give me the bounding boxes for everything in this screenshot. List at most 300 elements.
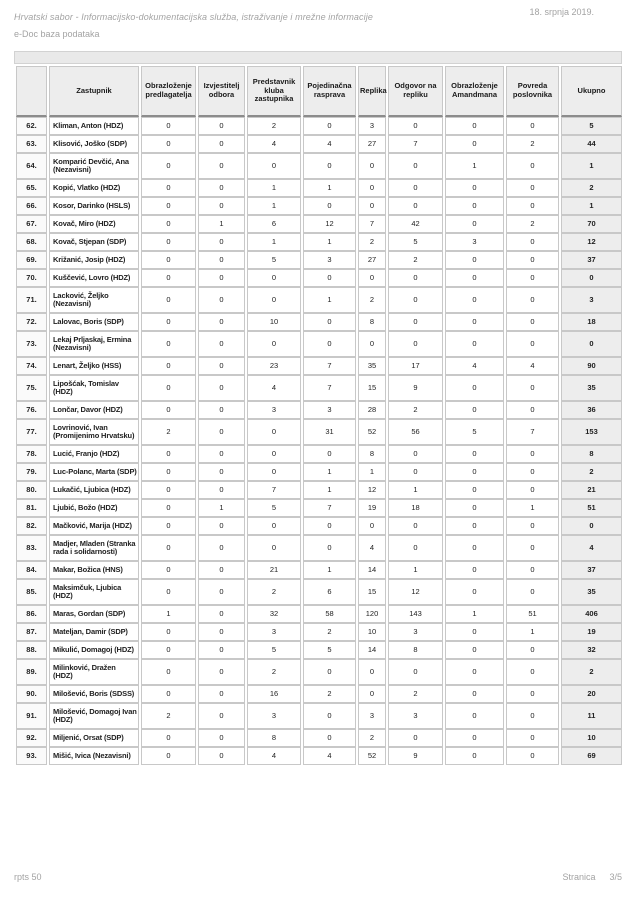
cell-value: 0 bbox=[506, 685, 559, 703]
cell-value: 0 bbox=[445, 313, 504, 331]
document-date: 18. srpnja 2019. bbox=[529, 7, 594, 17]
cell-zastupnik: Lončar, Davor (HDZ) bbox=[49, 401, 139, 419]
document-header bbox=[14, 7, 622, 21]
cell-value: 0 bbox=[141, 153, 196, 179]
cell-value: 0 bbox=[141, 117, 196, 135]
cell-value: 0 bbox=[358, 685, 386, 703]
cell-value: 0 bbox=[388, 463, 443, 481]
cell-value: 0 bbox=[506, 233, 559, 251]
cell-value: 0 bbox=[198, 685, 245, 703]
cell-value: 1 bbox=[141, 605, 196, 623]
cell-zastupnik: Lukačić, Ljubica (HDZ) bbox=[49, 481, 139, 499]
cell-value: 0 bbox=[506, 251, 559, 269]
cell-ukupno: 70 bbox=[561, 215, 622, 233]
cell-value: 0 bbox=[445, 561, 504, 579]
column-header-predstavnik-kluba: Predstavnik kluba zastupnika bbox=[247, 66, 301, 117]
cell-value: 143 bbox=[388, 605, 443, 623]
cell-value: 0 bbox=[198, 659, 245, 685]
cell-value: 1 bbox=[445, 605, 504, 623]
cell-zastupnik: Milošević, Domagoj Ivan (HDZ) bbox=[49, 703, 139, 729]
cell-value: 0 bbox=[445, 535, 504, 561]
cell-value: 0 bbox=[141, 463, 196, 481]
cell-zastupnik: Milinković, Dražen (HDZ) bbox=[49, 659, 139, 685]
cell-value: 17 bbox=[388, 357, 443, 375]
cell-zastupnik: Makar, Božica (HNS) bbox=[49, 561, 139, 579]
cell-value: 6 bbox=[303, 579, 356, 605]
cell-row-number: 91. bbox=[16, 703, 47, 729]
cell-value: 0 bbox=[303, 445, 356, 463]
cell-value: 0 bbox=[141, 313, 196, 331]
cell-value: 4 bbox=[303, 135, 356, 153]
cell-value: 1 bbox=[358, 463, 386, 481]
cell-zastupnik: Kovač, Stjepan (SDP) bbox=[49, 233, 139, 251]
cell-value: 1 bbox=[198, 499, 245, 517]
cell-value: 7 bbox=[303, 499, 356, 517]
cell-value: 0 bbox=[141, 747, 196, 765]
cell-row-number: 69. bbox=[16, 251, 47, 269]
table-row bbox=[16, 215, 622, 233]
cell-value: 7 bbox=[247, 481, 301, 499]
cell-value: 4 bbox=[247, 135, 301, 153]
cell-value: 42 bbox=[388, 215, 443, 233]
cell-value: 0 bbox=[247, 445, 301, 463]
cell-row-number: 87. bbox=[16, 623, 47, 641]
cell-value: 0 bbox=[198, 747, 245, 765]
cell-value: 2 bbox=[141, 703, 196, 729]
cell-value: 0 bbox=[198, 419, 245, 445]
cell-value: 0 bbox=[445, 481, 504, 499]
cell-value: 1 bbox=[303, 287, 356, 313]
column-header-obrazlozenje-amandmana: Obrazloženje Amandmana bbox=[445, 66, 504, 117]
cell-value: 12 bbox=[388, 579, 443, 605]
cell-zastupnik: Lacković, Željko (Nezavisni) bbox=[49, 287, 139, 313]
cell-value: 0 bbox=[198, 375, 245, 401]
cell-value: 0 bbox=[198, 179, 245, 197]
cell-row-number: 74. bbox=[16, 357, 47, 375]
cell-value: 0 bbox=[198, 401, 245, 419]
cell-value: 0 bbox=[506, 287, 559, 313]
cell-value: 5 bbox=[388, 233, 443, 251]
table-row bbox=[16, 729, 622, 747]
cell-row-number: 84. bbox=[16, 561, 47, 579]
cell-value: 2 bbox=[247, 579, 301, 605]
cell-zastupnik: Kopić, Vlatko (HDZ) bbox=[49, 179, 139, 197]
cell-value: 0 bbox=[141, 233, 196, 251]
cell-ukupno: 20 bbox=[561, 685, 622, 703]
cell-value: 0 bbox=[247, 535, 301, 561]
cell-value: 0 bbox=[247, 463, 301, 481]
cell-value: 0 bbox=[388, 153, 443, 179]
cell-value: 0 bbox=[141, 579, 196, 605]
cell-value: 1 bbox=[445, 153, 504, 179]
cell-value: 0 bbox=[247, 269, 301, 287]
table-row bbox=[16, 251, 622, 269]
cell-value: 0 bbox=[247, 153, 301, 179]
cell-value: 0 bbox=[388, 313, 443, 331]
cell-value: 0 bbox=[445, 463, 504, 481]
cell-value: 0 bbox=[506, 153, 559, 179]
cell-value: 2 bbox=[247, 659, 301, 685]
cell-value: 32 bbox=[247, 605, 301, 623]
cell-zastupnik: Mačković, Marija (HDZ) bbox=[49, 517, 139, 535]
cell-value: 12 bbox=[303, 215, 356, 233]
cell-value: 0 bbox=[445, 197, 504, 215]
cell-value: 0 bbox=[141, 251, 196, 269]
cell-value: 7 bbox=[358, 215, 386, 233]
column-header-zastupnik: Zastupnik bbox=[49, 66, 139, 117]
cell-value: 0 bbox=[358, 659, 386, 685]
cell-value: 0 bbox=[445, 331, 504, 357]
cell-value: 0 bbox=[198, 605, 245, 623]
cell-row-number: 88. bbox=[16, 641, 47, 659]
cell-value: 2 bbox=[506, 215, 559, 233]
cell-zastupnik: Klisović, Joško (SDP) bbox=[49, 135, 139, 153]
cell-value: 0 bbox=[198, 251, 245, 269]
cell-value: 3 bbox=[388, 623, 443, 641]
table-row bbox=[16, 401, 622, 419]
cell-value: 4 bbox=[445, 357, 504, 375]
cell-ukupno: 35 bbox=[561, 579, 622, 605]
cell-ukupno: 406 bbox=[561, 605, 622, 623]
table-row bbox=[16, 179, 622, 197]
cell-row-number: 83. bbox=[16, 535, 47, 561]
table-row bbox=[16, 331, 622, 357]
cell-value: 0 bbox=[388, 729, 443, 747]
cell-value: 0 bbox=[141, 357, 196, 375]
cell-row-number: 90. bbox=[16, 685, 47, 703]
cell-row-number: 75. bbox=[16, 375, 47, 401]
cell-ukupno: 32 bbox=[561, 641, 622, 659]
cell-value: 1 bbox=[247, 233, 301, 251]
cell-value: 0 bbox=[388, 287, 443, 313]
cell-value: 0 bbox=[445, 401, 504, 419]
table-body bbox=[16, 117, 622, 765]
table-row bbox=[16, 685, 622, 703]
cell-ukupno: 5 bbox=[561, 117, 622, 135]
cell-value: 1 bbox=[303, 233, 356, 251]
cell-value: 5 bbox=[303, 641, 356, 659]
cell-value: 0 bbox=[141, 269, 196, 287]
cell-value: 1 bbox=[303, 463, 356, 481]
cell-value: 3 bbox=[247, 623, 301, 641]
cell-value: 0 bbox=[141, 517, 196, 535]
cell-ukupno: 0 bbox=[561, 269, 622, 287]
table-row bbox=[16, 517, 622, 535]
document-title: Hrvatski sabor - Informacijsko-dokumentacijska služba, istraživanje i mrežne informacije bbox=[14, 12, 373, 22]
cell-row-number: 78. bbox=[16, 445, 47, 463]
cell-value: 8 bbox=[388, 641, 443, 659]
cell-value: 0 bbox=[445, 685, 504, 703]
cell-zastupnik: Križanić, Josip (HDZ) bbox=[49, 251, 139, 269]
table-row bbox=[16, 153, 622, 179]
cell-value: 0 bbox=[358, 331, 386, 357]
cell-value: 0 bbox=[506, 535, 559, 561]
table-top-bar bbox=[14, 51, 622, 64]
cell-value: 0 bbox=[303, 729, 356, 747]
cell-value: 0 bbox=[198, 357, 245, 375]
cell-value: 0 bbox=[506, 269, 559, 287]
table-row bbox=[16, 445, 622, 463]
cell-value: 2 bbox=[247, 117, 301, 135]
cell-value: 2 bbox=[358, 233, 386, 251]
table-row bbox=[16, 561, 622, 579]
cell-ukupno: 19 bbox=[561, 623, 622, 641]
cell-value: 18 bbox=[388, 499, 443, 517]
cell-value: 52 bbox=[358, 419, 386, 445]
cell-value: 8 bbox=[247, 729, 301, 747]
table-row bbox=[16, 703, 622, 729]
cell-value: 2 bbox=[388, 401, 443, 419]
cell-value: 0 bbox=[506, 445, 559, 463]
cell-value: 27 bbox=[358, 251, 386, 269]
cell-value: 2 bbox=[358, 287, 386, 313]
cell-value: 0 bbox=[141, 729, 196, 747]
cell-value: 2 bbox=[358, 729, 386, 747]
cell-value: 0 bbox=[141, 375, 196, 401]
cell-value: 0 bbox=[247, 419, 301, 445]
cell-value: 120 bbox=[358, 605, 386, 623]
cell-zastupnik: Ljubić, Božo (HDZ) bbox=[49, 499, 139, 517]
column-header-ukupno: Ukupno bbox=[561, 66, 622, 117]
cell-value: 1 bbox=[303, 561, 356, 579]
cell-zastupnik: Komparić Devčić, Ana (Nezavisni) bbox=[49, 153, 139, 179]
column-header-povreda-poslovnika: Povreda poslovnika bbox=[506, 66, 559, 117]
cell-value: 0 bbox=[198, 313, 245, 331]
cell-value: 3 bbox=[247, 401, 301, 419]
cell-value: 8 bbox=[358, 445, 386, 463]
cell-value: 8 bbox=[358, 313, 386, 331]
cell-zastupnik: Lipošćak, Tomislav (HDZ) bbox=[49, 375, 139, 401]
cell-value: 0 bbox=[358, 269, 386, 287]
cell-value: 0 bbox=[303, 197, 356, 215]
cell-value: 0 bbox=[141, 641, 196, 659]
cell-value: 0 bbox=[445, 517, 504, 535]
database-name: e-Doc baza podataka bbox=[14, 29, 100, 39]
cell-ukupno: 1 bbox=[561, 197, 622, 215]
cell-row-number: 82. bbox=[16, 517, 47, 535]
cell-value: 0 bbox=[445, 703, 504, 729]
cell-value: 0 bbox=[506, 481, 559, 499]
cell-value: 0 bbox=[388, 535, 443, 561]
cell-row-number: 80. bbox=[16, 481, 47, 499]
cell-value: 0 bbox=[388, 331, 443, 357]
cell-zastupnik: Mikulić, Domagoj (HDZ) bbox=[49, 641, 139, 659]
cell-value: 0 bbox=[445, 179, 504, 197]
cell-value: 31 bbox=[303, 419, 356, 445]
cell-value: 0 bbox=[388, 197, 443, 215]
cell-value: 2 bbox=[388, 251, 443, 269]
cell-zastupnik: Kovač, Miro (HDZ) bbox=[49, 215, 139, 233]
cell-value: 0 bbox=[506, 463, 559, 481]
cell-value: 0 bbox=[506, 579, 559, 605]
cell-value: 3 bbox=[388, 703, 443, 729]
cell-value: 9 bbox=[388, 747, 443, 765]
cell-value: 0 bbox=[506, 179, 559, 197]
cell-zastupnik: Lenart, Željko (HSS) bbox=[49, 357, 139, 375]
cell-value: 0 bbox=[303, 117, 356, 135]
cell-row-number: 70. bbox=[16, 269, 47, 287]
cell-ukupno: 1 bbox=[561, 153, 622, 179]
cell-value: 4 bbox=[358, 535, 386, 561]
cell-value: 0 bbox=[506, 729, 559, 747]
column-header-odgovor-na-repliku: Odgovor na repliku bbox=[388, 66, 443, 117]
cell-ukupno: 44 bbox=[561, 135, 622, 153]
table-row bbox=[16, 135, 622, 153]
cell-value: 27 bbox=[358, 135, 386, 153]
cell-value: 1 bbox=[303, 179, 356, 197]
cell-value: 0 bbox=[198, 197, 245, 215]
table-row bbox=[16, 269, 622, 287]
cell-value: 0 bbox=[303, 517, 356, 535]
cell-ukupno: 35 bbox=[561, 375, 622, 401]
table-row bbox=[16, 579, 622, 605]
page-number: 3/5 bbox=[609, 872, 622, 882]
cell-value: 7 bbox=[506, 419, 559, 445]
cell-row-number: 77. bbox=[16, 419, 47, 445]
cell-value: 2 bbox=[303, 685, 356, 703]
table-row bbox=[16, 287, 622, 313]
cell-value: 0 bbox=[445, 641, 504, 659]
cell-row-number: 72. bbox=[16, 313, 47, 331]
cell-value: 23 bbox=[247, 357, 301, 375]
cell-value: 2 bbox=[388, 685, 443, 703]
cell-value: 1 bbox=[247, 179, 301, 197]
cell-value: 1 bbox=[303, 481, 356, 499]
table-row bbox=[16, 463, 622, 481]
cell-value: 0 bbox=[445, 251, 504, 269]
cell-value: 0 bbox=[198, 135, 245, 153]
cell-row-number: 62. bbox=[16, 117, 47, 135]
cell-value: 3 bbox=[358, 703, 386, 729]
cell-value: 14 bbox=[358, 561, 386, 579]
cell-value: 0 bbox=[303, 269, 356, 287]
cell-ukupno: 2 bbox=[561, 463, 622, 481]
cell-value: 0 bbox=[198, 703, 245, 729]
cell-value: 0 bbox=[303, 659, 356, 685]
cell-value: 0 bbox=[445, 215, 504, 233]
cell-value: 0 bbox=[303, 153, 356, 179]
cell-value: 0 bbox=[247, 287, 301, 313]
cell-value: 4 bbox=[303, 747, 356, 765]
table-row bbox=[16, 357, 622, 375]
cell-value: 58 bbox=[303, 605, 356, 623]
cell-value: 16 bbox=[247, 685, 301, 703]
column-header-num bbox=[16, 66, 47, 117]
cell-value: 0 bbox=[198, 117, 245, 135]
mp-activity-table bbox=[14, 66, 624, 765]
cell-value: 35 bbox=[358, 357, 386, 375]
cell-ukupno: 12 bbox=[561, 233, 622, 251]
cell-value: 7 bbox=[303, 375, 356, 401]
cell-value: 0 bbox=[141, 401, 196, 419]
cell-value: 51 bbox=[506, 605, 559, 623]
cell-value: 0 bbox=[141, 287, 196, 313]
table-row bbox=[16, 535, 622, 561]
cell-value: 0 bbox=[141, 331, 196, 357]
table-header-row bbox=[16, 66, 622, 117]
cell-value: 0 bbox=[303, 703, 356, 729]
cell-value: 0 bbox=[303, 313, 356, 331]
cell-value: 0 bbox=[198, 445, 245, 463]
cell-zastupnik: Maksimčuk, Ljubica (HDZ) bbox=[49, 579, 139, 605]
cell-row-number: 68. bbox=[16, 233, 47, 251]
cell-value: 0 bbox=[198, 729, 245, 747]
cell-value: 0 bbox=[506, 703, 559, 729]
cell-value: 0 bbox=[388, 269, 443, 287]
cell-value: 15 bbox=[358, 579, 386, 605]
cell-ukupno: 8 bbox=[561, 445, 622, 463]
cell-ukupno: 11 bbox=[561, 703, 622, 729]
cell-value: 0 bbox=[141, 659, 196, 685]
cell-value: 0 bbox=[388, 659, 443, 685]
cell-zastupnik: Milošević, Boris (SDSS) bbox=[49, 685, 139, 703]
cell-value: 3 bbox=[445, 233, 504, 251]
cell-value: 7 bbox=[388, 135, 443, 153]
cell-row-number: 64. bbox=[16, 153, 47, 179]
cell-value: 28 bbox=[358, 401, 386, 419]
document-footer bbox=[14, 872, 622, 886]
cell-value: 0 bbox=[141, 561, 196, 579]
cell-row-number: 86. bbox=[16, 605, 47, 623]
cell-value: 0 bbox=[506, 197, 559, 215]
cell-ukupno: 51 bbox=[561, 499, 622, 517]
cell-row-number: 76. bbox=[16, 401, 47, 419]
cell-value: 0 bbox=[445, 623, 504, 641]
cell-value: 0 bbox=[506, 375, 559, 401]
cell-value: 3 bbox=[303, 251, 356, 269]
cell-value: 1 bbox=[198, 215, 245, 233]
cell-value: 0 bbox=[445, 269, 504, 287]
cell-value: 2 bbox=[303, 623, 356, 641]
cell-row-number: 79. bbox=[16, 463, 47, 481]
page-label: Stranica bbox=[562, 872, 596, 882]
cell-ukupno: 69 bbox=[561, 747, 622, 765]
cell-value: 4 bbox=[247, 375, 301, 401]
cell-value: 0 bbox=[198, 641, 245, 659]
cell-value: 1 bbox=[388, 481, 443, 499]
cell-zastupnik: Mateljan, Damir (SDP) bbox=[49, 623, 139, 641]
cell-value: 3 bbox=[303, 401, 356, 419]
cell-value: 5 bbox=[445, 419, 504, 445]
cell-value: 0 bbox=[445, 287, 504, 313]
cell-value: 52 bbox=[358, 747, 386, 765]
cell-value: 0 bbox=[141, 197, 196, 215]
table-row bbox=[16, 375, 622, 401]
cell-value: 0 bbox=[141, 535, 196, 561]
table-row bbox=[16, 641, 622, 659]
cell-value: 0 bbox=[141, 499, 196, 517]
cell-row-number: 81. bbox=[16, 499, 47, 517]
cell-ukupno: 4 bbox=[561, 535, 622, 561]
cell-value: 0 bbox=[445, 747, 504, 765]
cell-value: 14 bbox=[358, 641, 386, 659]
cell-row-number: 73. bbox=[16, 331, 47, 357]
cell-value: 0 bbox=[198, 269, 245, 287]
cell-row-number: 92. bbox=[16, 729, 47, 747]
cell-value: 0 bbox=[445, 499, 504, 517]
cell-value: 5 bbox=[247, 251, 301, 269]
cell-value: 0 bbox=[198, 535, 245, 561]
cell-zastupnik: Maras, Gordan (SDP) bbox=[49, 605, 139, 623]
cell-value: 0 bbox=[445, 375, 504, 401]
cell-value: 0 bbox=[388, 445, 443, 463]
table-row bbox=[16, 499, 622, 517]
cell-value: 0 bbox=[358, 517, 386, 535]
cell-value: 0 bbox=[388, 517, 443, 535]
cell-value: 0 bbox=[198, 233, 245, 251]
cell-value: 0 bbox=[198, 463, 245, 481]
table-row bbox=[16, 419, 622, 445]
